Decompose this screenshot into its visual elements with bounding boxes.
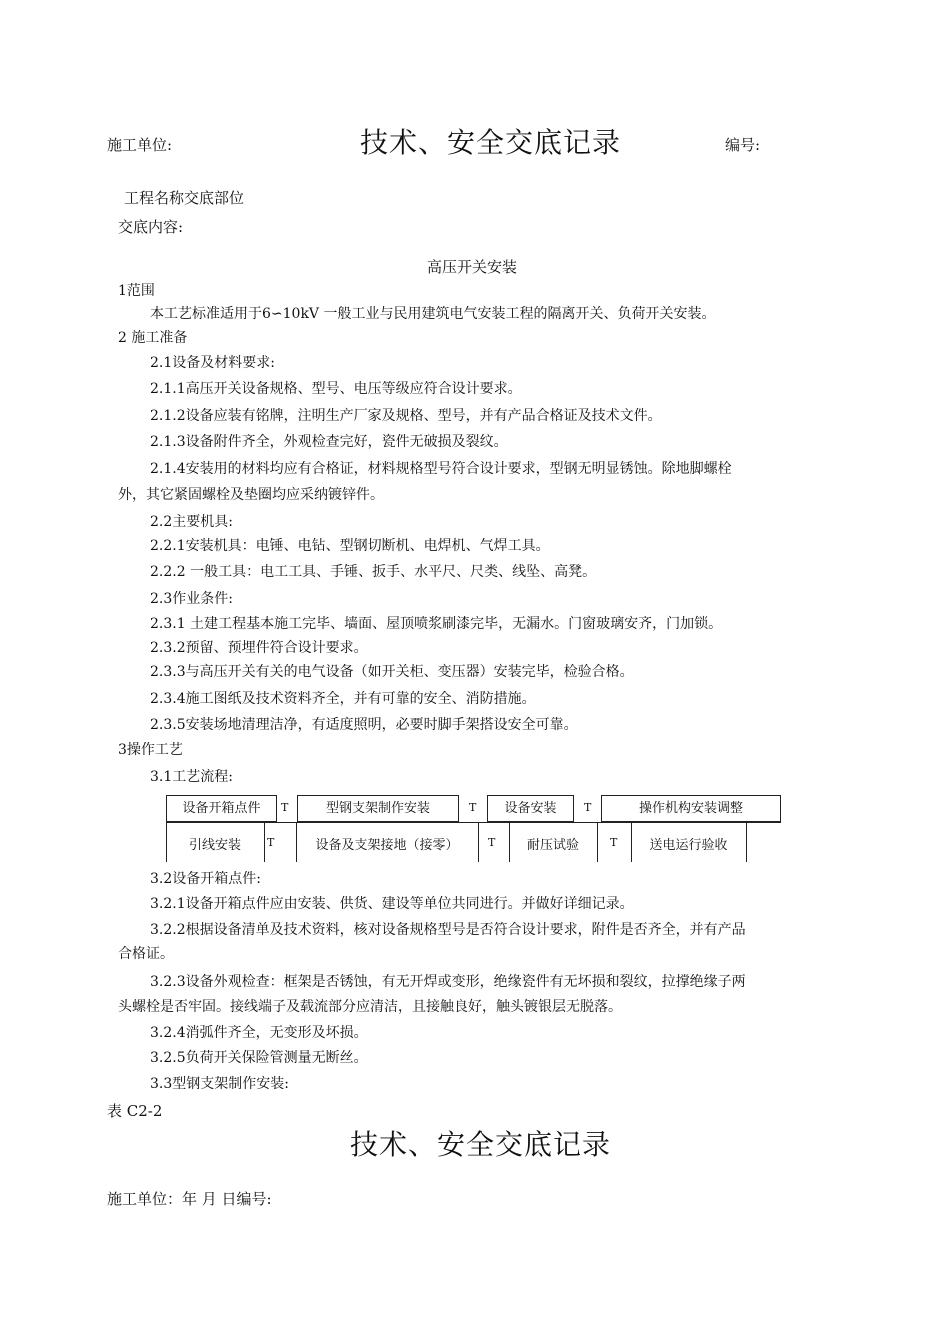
paragraph-line: 2.3.3与高压开关有关的电气设备（如开关柜、变压器）安装完毕，检验合格。 [150, 664, 634, 680]
paragraph-line: 外，其它紧固螺栓及垫圈均应采纳镀锌件。 [118, 487, 384, 503]
paragraph-line: 3.1工艺流程: [150, 769, 233, 785]
paragraph-line: 2.3.2预留、预埋件符合设计要求。 [150, 640, 368, 656]
second-page-title: 技术、安全交底记录 [350, 1128, 612, 1161]
flow-row2-divider [264, 822, 265, 862]
heading-scope: 1范围 [118, 283, 155, 299]
table-number: 表 C2-2 [107, 1102, 163, 1120]
paragraph-line: 2.1.2设备应装有铭牌，注明生产厂家及规格、型号，并有产品合格证及技术文件。 [150, 408, 662, 424]
paragraph-line: 3.2.1设备开箱点件应由安装、供货、建设等单位共同进行。并做好详细记录。 [150, 896, 634, 912]
paragraph-line: 2.1设备及材料要求: [150, 355, 275, 371]
paragraph-line: 3.2.2根据设备清单及技术资料，核对设备规格型号是否符合设计要求，附件是否齐全，并有产品 [150, 922, 746, 938]
paragraph-line: 2.1.1高压开关设备规格、型号、电压等级应符合设计要求。 [150, 381, 522, 397]
paragraph-line: 2.1.4安装用的材料均应有合格证，材料规格型号符合设计要求，型钢无明显锈蚀。除地脚螺栓 [150, 461, 732, 477]
flow-row2-divider [597, 822, 598, 862]
flow-step-withstand-test: 耐压试验 [526, 838, 579, 853]
paragraph-line: 2.2.1安装机具：电锤、电钻、型钢切断机、电焊机、气焊工具。 [150, 538, 550, 554]
unit-date-line: 施工单位：年 月 日编号: [107, 1190, 272, 1208]
flow-step-equipment-install: 设备安装 [487, 795, 574, 822]
flow-separator: T [469, 801, 477, 814]
number-label: 编号: [725, 136, 761, 154]
paragraph-line: 合格证。 [118, 946, 174, 962]
flow-step-unpacking: 设备开箱点件 [166, 795, 277, 822]
paragraph-line: 2.2主要机具: [150, 514, 233, 530]
paragraph-line: 2.1.3设备附件齐全，外观检查完好，瓷件无破损及裂纹。 [150, 434, 508, 450]
construction-unit-label: 施工单位: [107, 136, 173, 154]
flow-row2-divider [478, 822, 479, 862]
flow-separator: T [488, 836, 496, 849]
flow-separator: T [267, 836, 275, 849]
content-label: 交底内容: [118, 218, 184, 236]
paragraph-line: 3.3型钢支架制作安装: [150, 1076, 289, 1092]
section-title: 高压开关安装 [427, 258, 518, 276]
paragraph-line: 3.2.4消弧件齐全，无变形及坏损。 [150, 1025, 368, 1041]
paragraph-line: 头螺栓是否牢固。接线端子及载流部分应清洁，且接触良好，触头镀银层无脱落。 [118, 999, 622, 1015]
flow-step-energize-acceptance: 送电运行验收 [649, 838, 728, 853]
paragraph-line: 本工艺标准适用于6∽10kV 一般工业与民用建筑电气安装工程的隔离开关、负荷开关安装。 [150, 306, 716, 322]
paragraph-line: 3.2.3设备外观检查：框架是否锈蚀，有无开焊或变形，绝缘瓷件有无坏损和裂纹，拉撑绝缘子两 [150, 974, 746, 990]
page-title: 技术、安全交底记录 [360, 126, 622, 159]
flow-step-bracket-fabrication: 型钢支架制作安装 [297, 795, 459, 822]
flow-separator: T [610, 836, 618, 849]
paragraph-line: 2.3.5安装场地清理洁净，有适度照明，必要时脚手架搭设安全可靠。 [150, 717, 578, 733]
flow-step-mechanism-adjust: 操作机构安装调整 [601, 795, 781, 822]
paragraph-line: 3.2.5负荷开关保险管测量无断丝。 [150, 1050, 368, 1066]
paragraph-line: 2.3作业条件: [150, 591, 233, 607]
paragraph-line: 2.2.2 一般工具：电工工具、手锤、扳手、水平尺、尺类、线坠、高凳。 [150, 564, 597, 580]
flow-row2-top-line [166, 822, 781, 823]
flow-separator: T [584, 801, 592, 814]
flow-step-grounding: 设备及支架接地（接零） [315, 838, 459, 853]
paragraph-line: 2.3.1 土建工程基本施工完毕、墙面、屋顶喷浆刷漆完毕，无漏水。门窗玻璃安齐，门加锁。 [150, 616, 723, 632]
flow-separator: T [281, 801, 289, 814]
project-name-line: 工程名称交底部位 [124, 189, 245, 207]
paragraph-line: 3.2设备开箱点件: [150, 871, 261, 887]
heading-preparation: 2 施工准备 [118, 330, 188, 346]
paragraph-line: 2.3.4施工图纸及技术资料齐全，并有可靠的安全、消防措施。 [150, 691, 536, 707]
heading-operation: 3操作工艺 [118, 742, 183, 758]
flow-step-lead-install: 引线安装 [188, 838, 241, 853]
flow-row2-border [746, 822, 747, 862]
